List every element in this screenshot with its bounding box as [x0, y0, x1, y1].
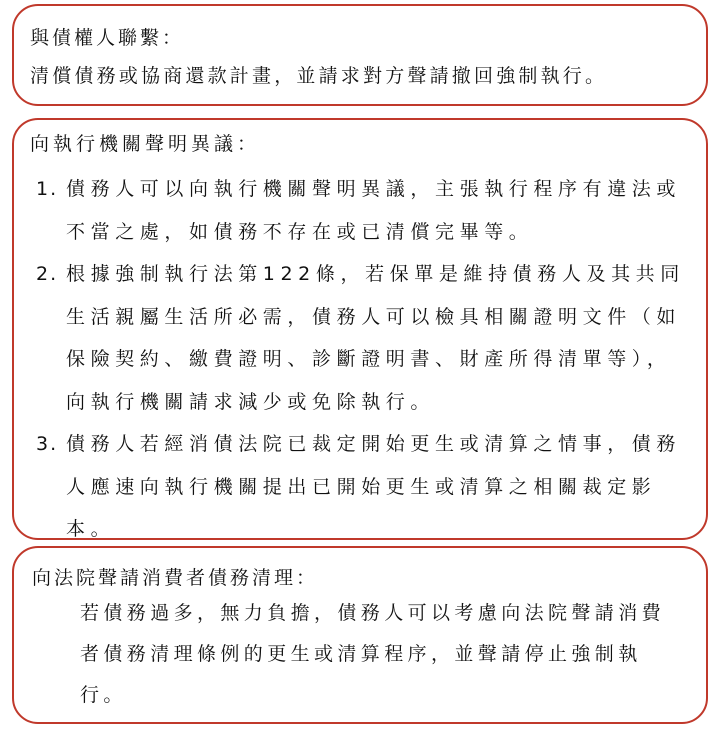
list-item-text: 債務人若經消債法院已裁定開始更生或清算之情事，債務人應速向執行機關提出已開始更生或清算之相關裁定影本。 [66, 433, 682, 540]
section-title: 向法院聲請消費者債務清理： [32, 567, 319, 589]
section-title: 與債權人聯繫： [30, 27, 185, 49]
section-contact-creditor [12, 4, 708, 106]
section-title: 向執行機關聲明異議： [30, 133, 261, 155]
list-item-number: 3. [36, 433, 59, 455]
section-debt-clearance [12, 546, 708, 724]
list-item-text: 債務人可以向執行機關聲明異議，主張執行程序有違法或不當之處，如債務不存在或已清償完畢等。 [66, 178, 682, 243]
section-objection [12, 118, 708, 540]
section-body: 若債務過多，無力負擔，債務人可以考慮向法院聲請消費者債務清理條例的更生或清算程序，並聲請停止強制執行。 [80, 602, 666, 706]
list-item-number: 1. [36, 178, 59, 200]
section-body: 清償債務或協商還款計畫，並請求對方聲請撤回強制執行。 [30, 65, 608, 87]
list-item-text: 根據強制執行法第122條，若保單是維持債務人及其共同生活親屬生活所必需，債務人可以檢具相關證明文件（如保險契約、繳費證明、診斷證明書、財產所得清單等），向執行機關請求減少或免除執行。 [66, 263, 685, 413]
list-item-number: 2. [36, 263, 59, 285]
